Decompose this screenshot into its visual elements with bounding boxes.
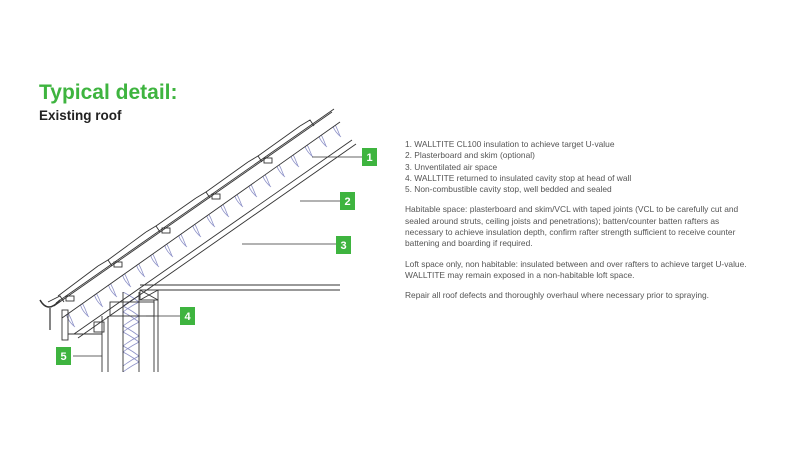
callout-4 xyxy=(180,307,195,325)
callout-3 xyxy=(336,236,351,254)
leader-lines xyxy=(73,157,362,356)
legend-item: 2. Plasterboard and skim (optional) xyxy=(405,150,535,161)
notes-panel xyxy=(405,139,757,302)
loft-note: Loft space only, non habitable: insulated between and over rafters to achieve target U-value. WALLTITE may remain exposed in a non-habitable loft space. xyxy=(405,258,747,280)
callout-4-label: 4 xyxy=(184,311,191,323)
callout-2 xyxy=(340,192,355,210)
legend-item: 5. Non-combustible cavity stop, well bedded and sealed xyxy=(405,184,612,195)
repair-note: Repair all roof defects and thoroughly overhaul where necessary prior to spraying. xyxy=(405,290,709,301)
page-title: Typical detail: xyxy=(39,81,178,104)
callout-5-label: 5 xyxy=(60,351,67,363)
page-subtitle: Existing roof xyxy=(39,108,122,123)
callout-5 xyxy=(56,347,71,365)
legend-list xyxy=(405,139,757,195)
callout-2-label: 2 xyxy=(344,196,351,208)
legend-item: 4. WALLTITE returned to insulated cavity stop at head of wall xyxy=(405,172,632,183)
legend-item: 3. Unventilated air space xyxy=(405,161,498,172)
roof-insulation xyxy=(60,100,354,334)
wall-insulation xyxy=(123,292,139,372)
callout-1-label: 1 xyxy=(366,152,373,164)
callout-1 xyxy=(362,148,377,166)
legend-item: 1. WALLTITE CL100 insulation to achieve target U-value xyxy=(405,139,615,149)
habitable-note: Habitable space: plasterboard and skim/VCL with taped joints (VCL to be carefully cut and sealed around struts, ceiling joists and penetrations); batten/counter batten rafters as necessary to achieve insulation depth, confirm rafter strength sufficient to receive counter battening and boarding if required. xyxy=(405,204,739,249)
callout-3-label: 3 xyxy=(340,240,347,252)
